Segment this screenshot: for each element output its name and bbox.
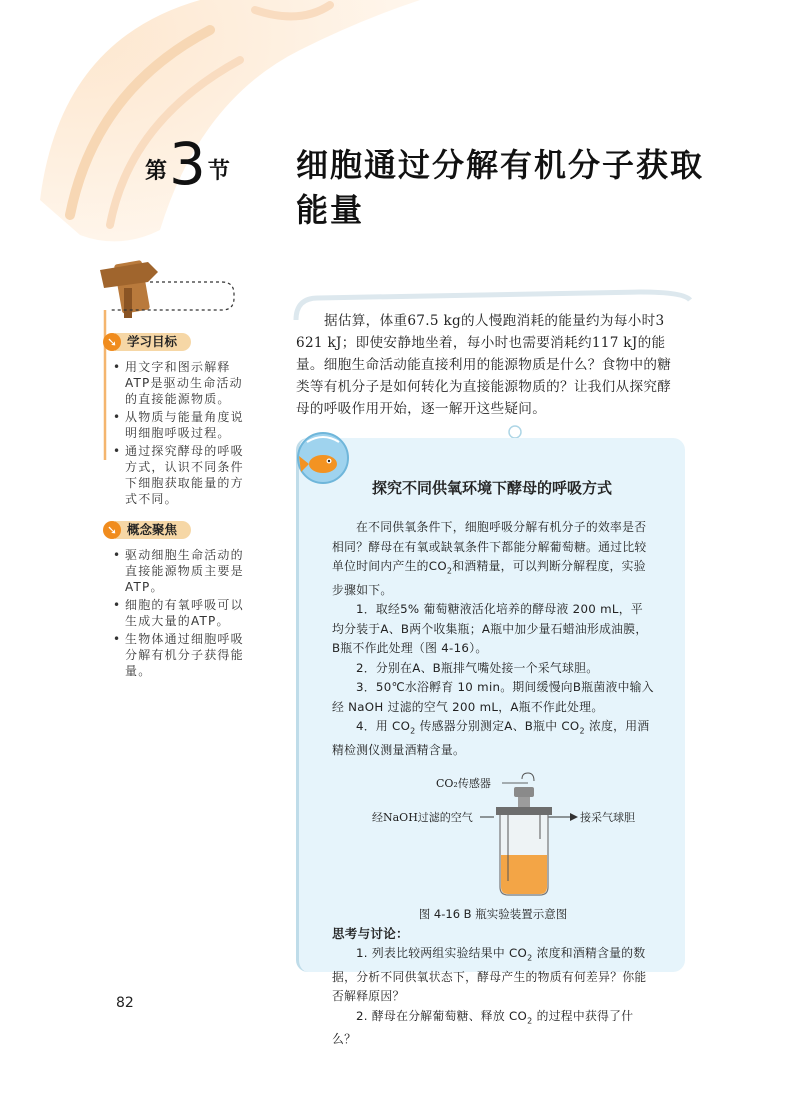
step-2: 2．分别在A、B瓶排气嘴处接一个采气球胆。: [356, 660, 599, 675]
sensor-label: CO₂传感器: [436, 776, 491, 790]
figure-caption: 图 4-16 B 瓶实验装置示意图: [418, 906, 568, 921]
section-number: 3: [169, 130, 206, 198]
signpost-icon: [100, 260, 158, 318]
step-4: 4．用 $CO_2$ 传感器分别测定A、B瓶中 $CO_2$ 浓度，用酒精检测仪测量酒精含量。: [332, 719, 650, 758]
arrow-icon: ➘: [103, 333, 121, 351]
list-item: • 细胞的有氧呼吸可以生成大量的ATP。: [125, 597, 253, 629]
question-1: 1. 列表比较两组实验结果中 $CO_2$ 浓度和酒精含量的数据，分析不同供氧状态下，酵母产生的物质有何差异？你能否解释原因？: [332, 945, 647, 1004]
list-item: • 生物体通过细胞呼吸分解有机分子获得能量。: [125, 631, 253, 679]
discussion-heading: 思考与讨论：: [332, 926, 409, 942]
list-item: • 通过探究酵母的呼吸方式，认识不同条件下细胞获取能量的方式不同。: [125, 443, 253, 507]
sidebar: [103, 330, 253, 681]
list-item: • 从物质与能量角度说明细胞呼吸过程。: [125, 409, 253, 441]
inquiry-title: 探究不同供氧环境下酵母的呼吸方式: [371, 479, 612, 497]
goals-heading: ➘ 学习目标: [103, 333, 253, 351]
step-3: 3．50℃水浴孵育 10 min。期间缓慢向B瓶菌液中输入经 NaOH 过滤的空气 200 mL，A瓶不作此处理。: [332, 680, 654, 714]
apparatus-figure: [332, 769, 654, 899]
bladder-label: 接采气球胆: [580, 810, 635, 824]
inquiry-body: [332, 518, 654, 1050]
inquiry-paragraph: 在不同供氧条件下，细胞呼吸分解有机分子的效率是否相同？酵母在有氧或缺氧条件下都能分解葡萄糖。通过比较单位时间内产生的$CO_2$和酒精量，可以判断分解程度，实验步骤如下。: [332, 520, 647, 597]
list-item: • 用文字和图示解释ATP是驱动生命活动的直接能源物质。: [125, 359, 253, 407]
focus-heading: ➘ 概念聚焦: [103, 521, 253, 539]
air-label: 经NaOH过滤的空气: [372, 810, 473, 824]
section-label: 第3节: [145, 130, 230, 198]
list-item: • 驱动细胞生命活动的直接能源物质主要是ATP。: [125, 547, 253, 595]
page-title: 细胞通过分解有机分子获取能量: [296, 146, 705, 229]
page-number: 82: [116, 995, 134, 1011]
arrow-icon: ➘: [103, 521, 121, 539]
intro-paragraph: 据估算，体重67.5 kg的人慢跑消耗的能量约为每小时3 621 kJ；即使安静地坐着，每小时也需要消耗约117 kJ的能量。细胞生命活动能直接利用的能源物质是什么？食物中的糖类等有机分子是如何转化为直接能源物质的？让我们从探究酵母的呼吸作用开始，逐一解开这些疑问。: [296, 313, 672, 417]
focus-list: [103, 547, 253, 679]
inquiry-box: [296, 438, 685, 1047]
goals-list: [103, 359, 253, 507]
question-2: 2. 酵母在分解葡萄糖、释放 $CO_2$ 的过程中获得了什么？: [332, 1008, 634, 1047]
step-1: 1．取经5% 葡萄糖液活化培养的酵母液 200 mL，平均分装于A、B两个收集瓶；A瓶中加少量石蜡油形成油膜，B瓶不作此处理（图 4-16）。: [332, 602, 648, 656]
